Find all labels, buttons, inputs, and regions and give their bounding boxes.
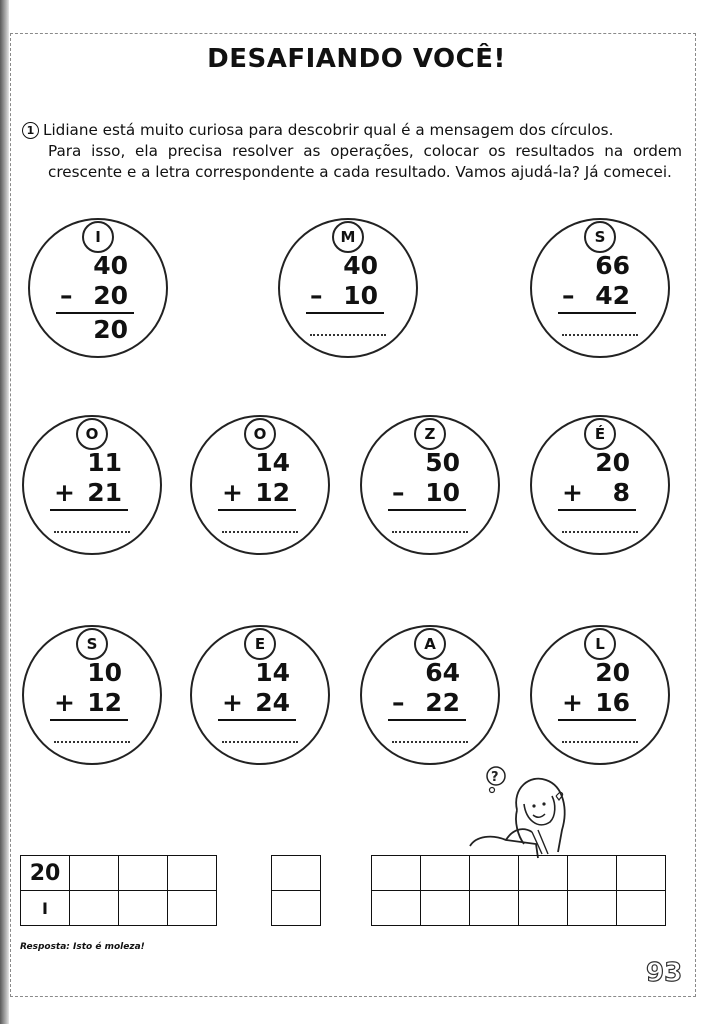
circle-letter: I [82,221,114,253]
result-value[interactable]: 20 [93,315,128,344]
operation-circle [22,625,162,765]
sum-line [558,312,636,314]
answer-cell-value[interactable] [168,856,217,891]
result-blank[interactable] [392,731,468,743]
answer-label: Resposta: Isto é moleza! [20,942,145,952]
operation-circle [360,625,500,765]
sum-line [56,312,134,314]
answer-cell-value[interactable] [372,856,421,891]
answer-cell-letter[interactable] [519,891,568,926]
operator-sign: – [562,281,575,310]
exercise-number: 1 [22,122,39,139]
first-operand: 20 [595,658,630,687]
circle-letter: E [244,628,276,660]
circle-letter: O [76,418,108,450]
second-operand: 20 [93,281,128,310]
operation-circle [190,625,330,765]
answer-cell-letter[interactable]: I [21,891,70,926]
answer-cell-value[interactable] [70,856,119,891]
first-operand: 10 [87,658,122,687]
sum-line [558,509,636,511]
operation-circle [278,218,418,358]
operator-sign: + [562,688,583,717]
answer-cell-value[interactable] [470,856,519,891]
answer-cell-letter[interactable] [168,891,217,926]
first-operand: 14 [255,448,290,477]
result-blank[interactable] [54,521,130,533]
answer-cell-value[interactable] [617,856,666,891]
circle-letter: L [584,628,616,660]
operation-circle [28,218,168,358]
page-number: 93 [646,958,683,988]
answer-cell-value[interactable] [421,856,470,891]
answer-cell-letter[interactable] [272,891,321,926]
instruction-rest: Para isso, ela precisa resolver as operações, colocar os resultados na ordem crescente e a letra correspondente a cada resultado. Vamos ajudá-la? Já comecei. [48,142,682,181]
answer-grid-word-2 [271,855,321,926]
first-operand: 50 [425,448,460,477]
second-operand: 8 [612,478,630,507]
page-title: DESAFIANDO VOCÊ! [207,44,506,74]
sum-line [306,312,384,314]
operation-circle [22,415,162,555]
circle-letter: Z [414,418,446,450]
operator-sign: + [222,478,243,507]
instruction-line-1: Lidiane está muito curiosa para descobrir qual é a mensagem dos círculos. [43,121,614,139]
answer-cell-value[interactable] [568,856,617,891]
circle-letter: O [244,418,276,450]
sum-line [388,719,466,721]
operator-sign: + [562,478,583,507]
second-operand: 42 [595,281,630,310]
question-mark: ? [491,770,499,785]
exercise-instructions [22,120,682,183]
answer-cell-letter[interactable] [119,891,168,926]
answer-cell-letter[interactable] [617,891,666,926]
answer-cell-letter[interactable] [372,891,421,926]
result-blank[interactable] [392,521,468,533]
answer-cell-letter[interactable] [568,891,617,926]
sum-line [388,509,466,511]
result-blank[interactable] [562,324,638,336]
sum-line [558,719,636,721]
first-operand: 14 [255,658,290,687]
book-spine [0,0,9,1024]
answer-grid-word-3 [371,855,666,926]
first-operand: 40 [343,251,378,280]
first-operand: 20 [595,448,630,477]
second-operand: 12 [255,478,290,507]
result-blank[interactable] [562,521,638,533]
operator-sign: + [222,688,243,717]
result-blank[interactable] [222,521,298,533]
operator-sign: – [392,478,405,507]
first-operand: 64 [425,658,460,687]
result-blank[interactable] [54,731,130,743]
second-operand: 21 [87,478,122,507]
second-operand: 16 [595,688,630,717]
second-operand: 22 [425,688,460,717]
operation-circle [190,415,330,555]
operation-circle [530,218,670,358]
first-operand: 11 [87,448,122,477]
answer-cell-letter[interactable] [70,891,119,926]
first-operand: 66 [595,251,630,280]
operator-sign: + [54,688,75,717]
answer-cell-value[interactable] [119,856,168,891]
sum-line [50,719,128,721]
operation-circle [530,415,670,555]
second-operand: 12 [87,688,122,717]
answer-cell-value[interactable] [519,856,568,891]
circle-letter: S [76,628,108,660]
answer-cell-letter[interactable] [421,891,470,926]
result-blank[interactable] [562,731,638,743]
second-operand: 10 [343,281,378,310]
circle-letter: É [584,418,616,450]
sum-line [218,719,296,721]
answer-cell-value[interactable] [272,856,321,891]
circle-letter: S [584,221,616,253]
operator-sign: – [392,688,405,717]
second-operand: 10 [425,478,460,507]
operator-sign: – [310,281,323,310]
circle-letter: A [414,628,446,660]
answer-grid-word-1 [20,855,217,926]
thinking-girl-illustration [462,760,582,860]
operator-sign: – [60,281,73,310]
second-operand: 24 [255,688,290,717]
operator-sign: + [54,478,75,507]
sum-line [218,509,296,511]
answer-cell-letter[interactable] [470,891,519,926]
operation-circle [530,625,670,765]
result-blank[interactable] [310,324,386,336]
result-blank[interactable] [222,731,298,743]
operation-circle [360,415,500,555]
answer-cell-value[interactable]: 20 [21,856,70,891]
first-operand: 40 [93,251,128,280]
circle-letter: M [332,221,364,253]
sum-line [50,509,128,511]
